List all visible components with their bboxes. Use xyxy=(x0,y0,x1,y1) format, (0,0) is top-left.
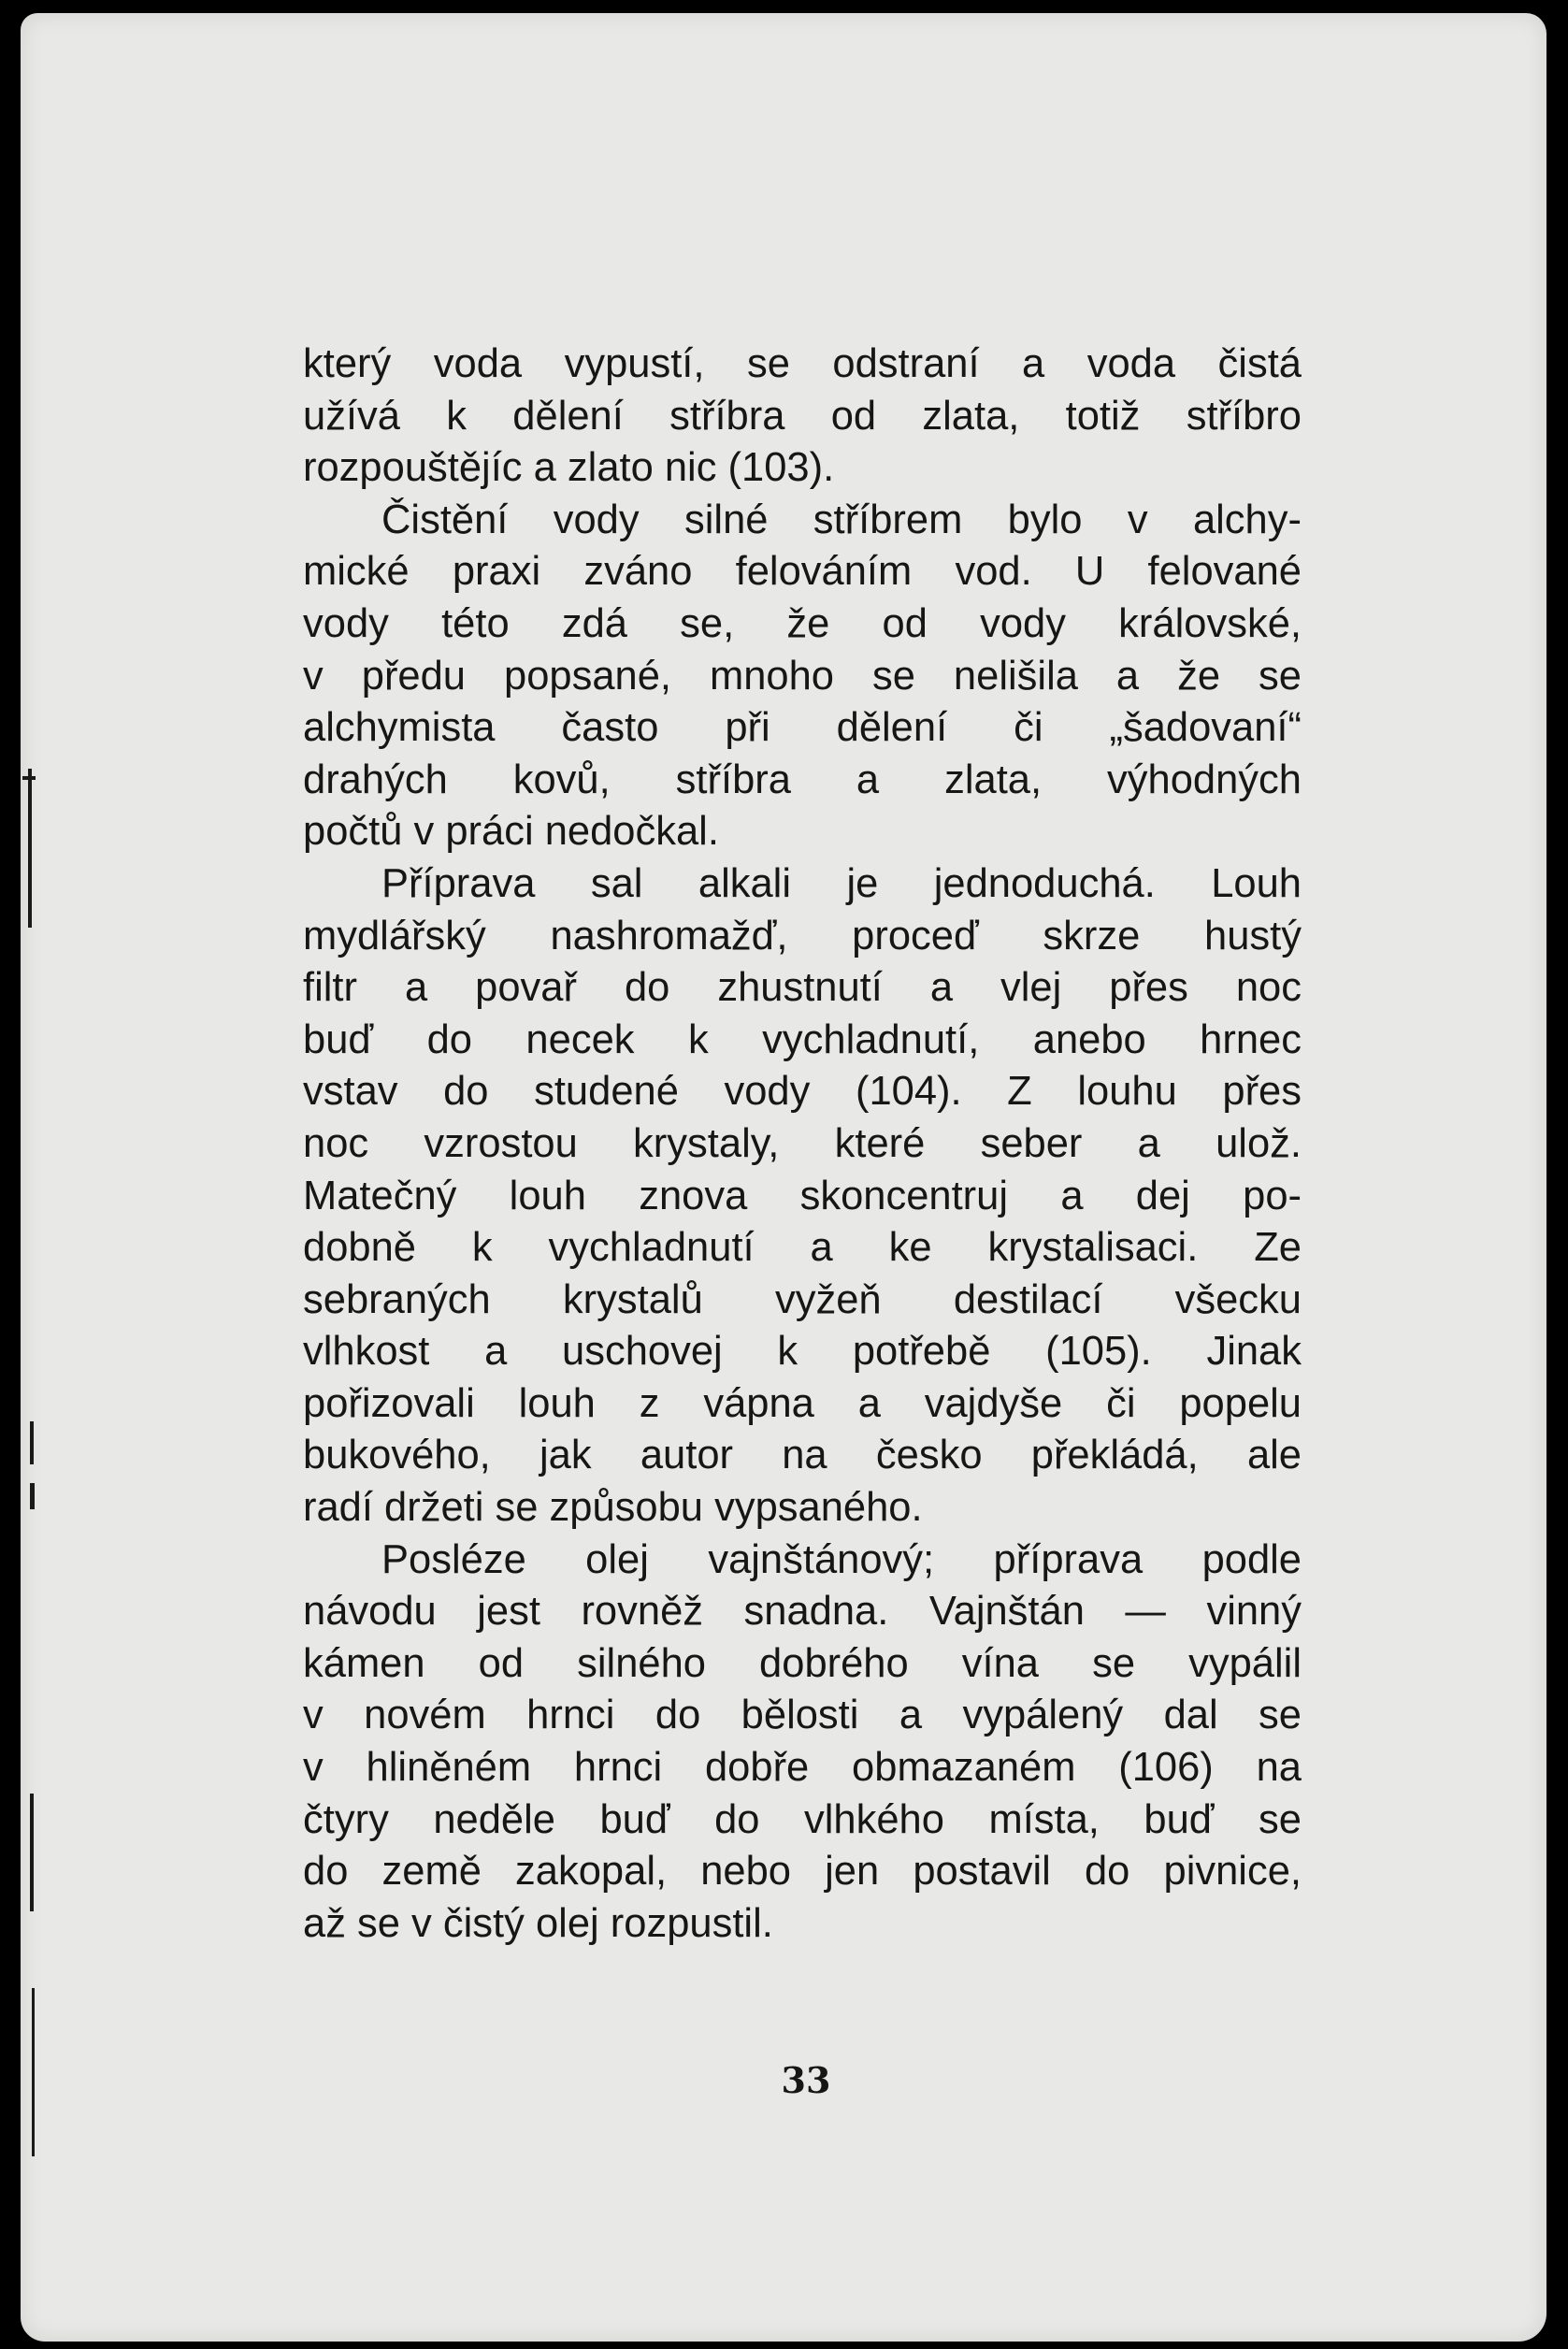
text-line: buď do necek k vychladnutí, anebo hrnec xyxy=(303,1016,1302,1062)
scan-mark xyxy=(22,776,36,780)
text-line: v novém hrnci do bělosti a vypálený dal se xyxy=(303,1693,1302,1738)
text-line: Posléze olej vajnštánový; příprava podle xyxy=(381,1536,1302,1582)
text-line: v hliněném hrnci dobře obmazaném (106) na xyxy=(303,1745,1302,1791)
text-line: dobně k vychladnutí a ke krystalisaci. Ze xyxy=(303,1225,1302,1271)
text-line: Příprava sal alkali je jednoduchá. Louh xyxy=(381,860,1302,906)
text-line: čtyry neděle buď do vlhkého místa, buď se xyxy=(303,1796,1302,1842)
text-line: rozpouštějíc a zlato nic (103). xyxy=(303,445,835,491)
scan-mark xyxy=(28,769,32,928)
text-line: vody této zdá se, že od vody královské, xyxy=(303,600,1302,646)
text-line: užívá k dělení stříbra od zlata, totiž stříbro xyxy=(303,393,1302,439)
body-text xyxy=(303,339,1302,1950)
text-line: návodu jest rovněž snadna. Vajnštán — vinný xyxy=(303,1589,1302,1635)
scan-mark xyxy=(30,1483,35,1509)
text-line: až se v čistý olej rozpustil. xyxy=(303,1900,773,1946)
scanned-page xyxy=(21,13,1546,2342)
scan-mark xyxy=(30,1421,34,1464)
text-line: Čistění vody silné stříbrem bylo v alchy- xyxy=(381,497,1302,542)
text-line: alchymista často při dělení či „šadovaní“ xyxy=(303,705,1302,751)
page-number: 33 xyxy=(781,2059,831,2101)
text-line: bukového, jak autor na česko překládá, ale xyxy=(303,1433,1302,1478)
scan-mark xyxy=(30,1794,34,1911)
text-line: kámen od silného dobrého vína se vypálil xyxy=(303,1640,1302,1686)
text-line: mické praxi zváno felováním vod. U felované xyxy=(303,549,1302,595)
scan-mark xyxy=(32,1988,35,2156)
text-line: sebraných krystalů vyžeň destilací všecku xyxy=(303,1276,1302,1322)
text-line: který voda vypustí, se odstraní a voda čistá xyxy=(303,341,1302,386)
text-line: počtů v práci nedočkal. xyxy=(303,809,719,855)
text-line: filtr a povař do zhustnutí a vlej přes noc xyxy=(303,965,1302,1011)
text-line: drahých kovů, stříbra a zlata, výhodných xyxy=(303,757,1302,802)
text-line: mydlářský nashromažď, proceď skrze hustý xyxy=(303,913,1302,958)
text-line: Matečný louh znova skoncentruj a dej po- xyxy=(303,1173,1302,1218)
text-line: pořizovali louh z vápna a vajdyše či popelu xyxy=(303,1380,1302,1426)
text-line: do země zakopal, nebo jen postavil do pivnice, xyxy=(303,1849,1302,1895)
text-line: vlhkost a uschovej k potřebě (105). Jinak xyxy=(303,1329,1302,1375)
text-line: radí držeti se způsobu vypsaného. xyxy=(303,1485,923,1531)
text-line: vstav do studené vody (104). Z louhu přes xyxy=(303,1069,1302,1115)
text-line: v předu popsané, mnoho se nelišila a že se xyxy=(303,653,1302,699)
text-line: noc vzrostou krystaly, které seber a ulož. xyxy=(303,1120,1302,1166)
